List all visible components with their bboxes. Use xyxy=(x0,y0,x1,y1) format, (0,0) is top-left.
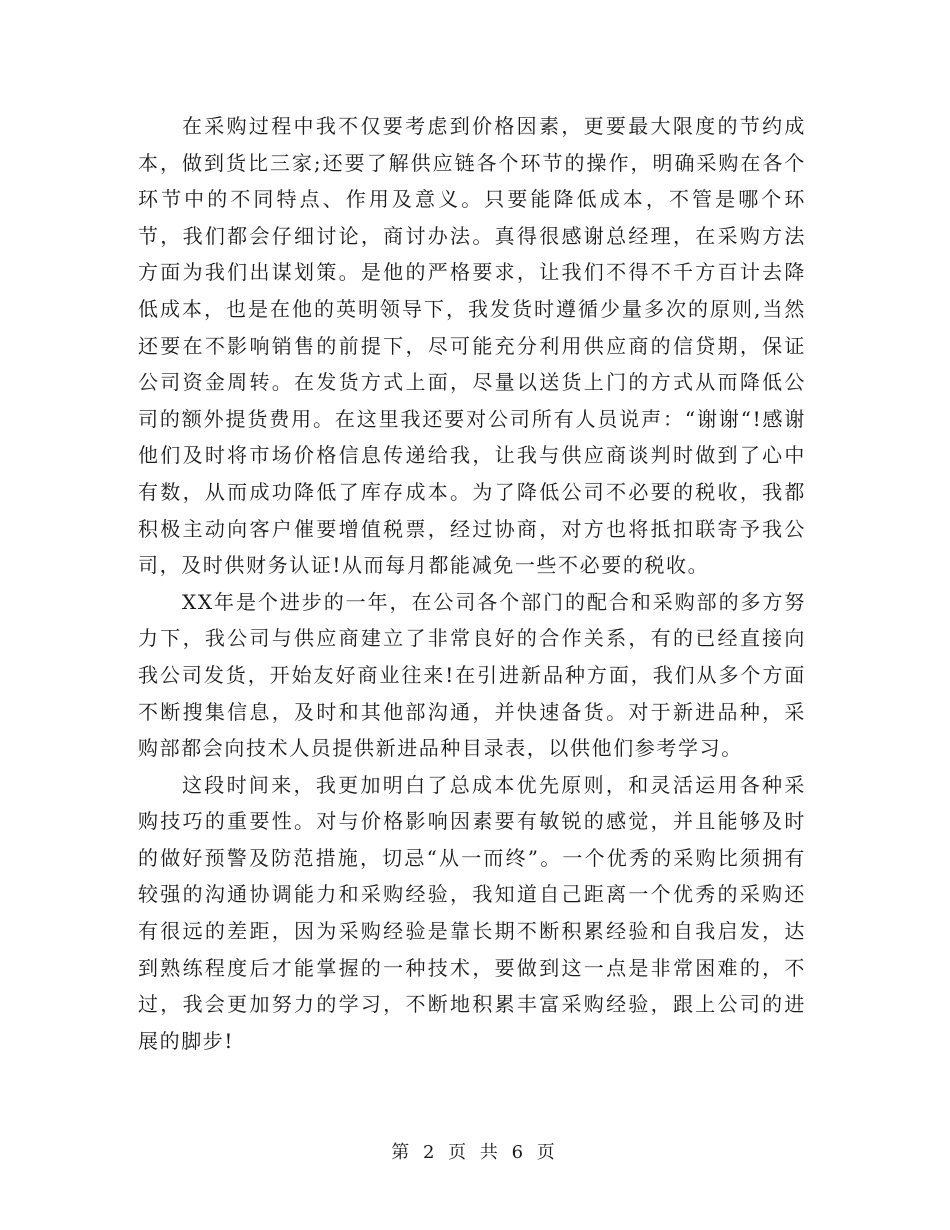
body-text xyxy=(138,108,806,1059)
page-footer: 第 2 页 共 6 页 xyxy=(391,1142,559,1163)
paragraph-reflection: 这段时间来，我更加明白了总成本优先原则，和灵活运用各种采购技巧的重要性。对与价格影响因素要有敏锐的感觉，并且能够及时的做好预警及防范措施，切忌“从一而终”。一个优秀的采购比须拥有较强的沟通协调能力和采购经验，我知道自己距离一个优秀的采购还有很远的差距，因为采购经验是靠长期不断积累经验和自我启发，达到熟练程度后才能掌握的一种技术，要做到这一点是非常困难的，不过，我会更加努力的学习，不断地积累丰富采购经验，跟上公司的进展的脚步! xyxy=(138,772,806,1053)
paragraph-cost-saving: 在采购过程中我不仅要考虑到价格因素，更要最大限度的节约成本，做到货比三家;还要了解供应链各个环节的操作，明确采购在各个环节中的不同特点、作用及意义。只要能降低成本，不管是哪个环节，我们都会仔细讨论，商讨办法。真得很感谢总经理，在采购方法方面为我们出谋划策。是他的严格要求，让我们不得不千方百计去降低成本，也是在他的英明领导下，我发货时遵循少量多次的原则,当然还要在不影响销售的前提下，尽可能充分利用供应商的信贷期，保证公司资金周转。在发货方式上面，尽量以送货上门的方式从而降低公司的额外提货费用。在这里我还要对公司所有人员说声：“谢谢“!感谢他们及时将市场价格信息传递给我，让我与供应商谈判时做到了心中有数，从而成功降低了库存成本。为了降低公司不必要的税收，我都积极主动向客户催要增值税票，经过协商，对方也将抵扣联寄予我公司，及时供财务认证!从而每月都能减免一些不必要的税收。 xyxy=(138,114,806,578)
paragraph-supplier-relations: XX年是个进步的一年，在公司各个部门的配合和采购部的多方努力下，我公司与供应商建立了非常良好的合作关系，有的已经直接向我公司发货，开始友好商业往来!在引进新品种方面，我们从多个方面不断搜集信息，及时和其他部沟通，并快速备货。对于新进品种，采购部都会向技术人员提供新进品种目录表，以供他们参考学习。 xyxy=(138,589,806,761)
